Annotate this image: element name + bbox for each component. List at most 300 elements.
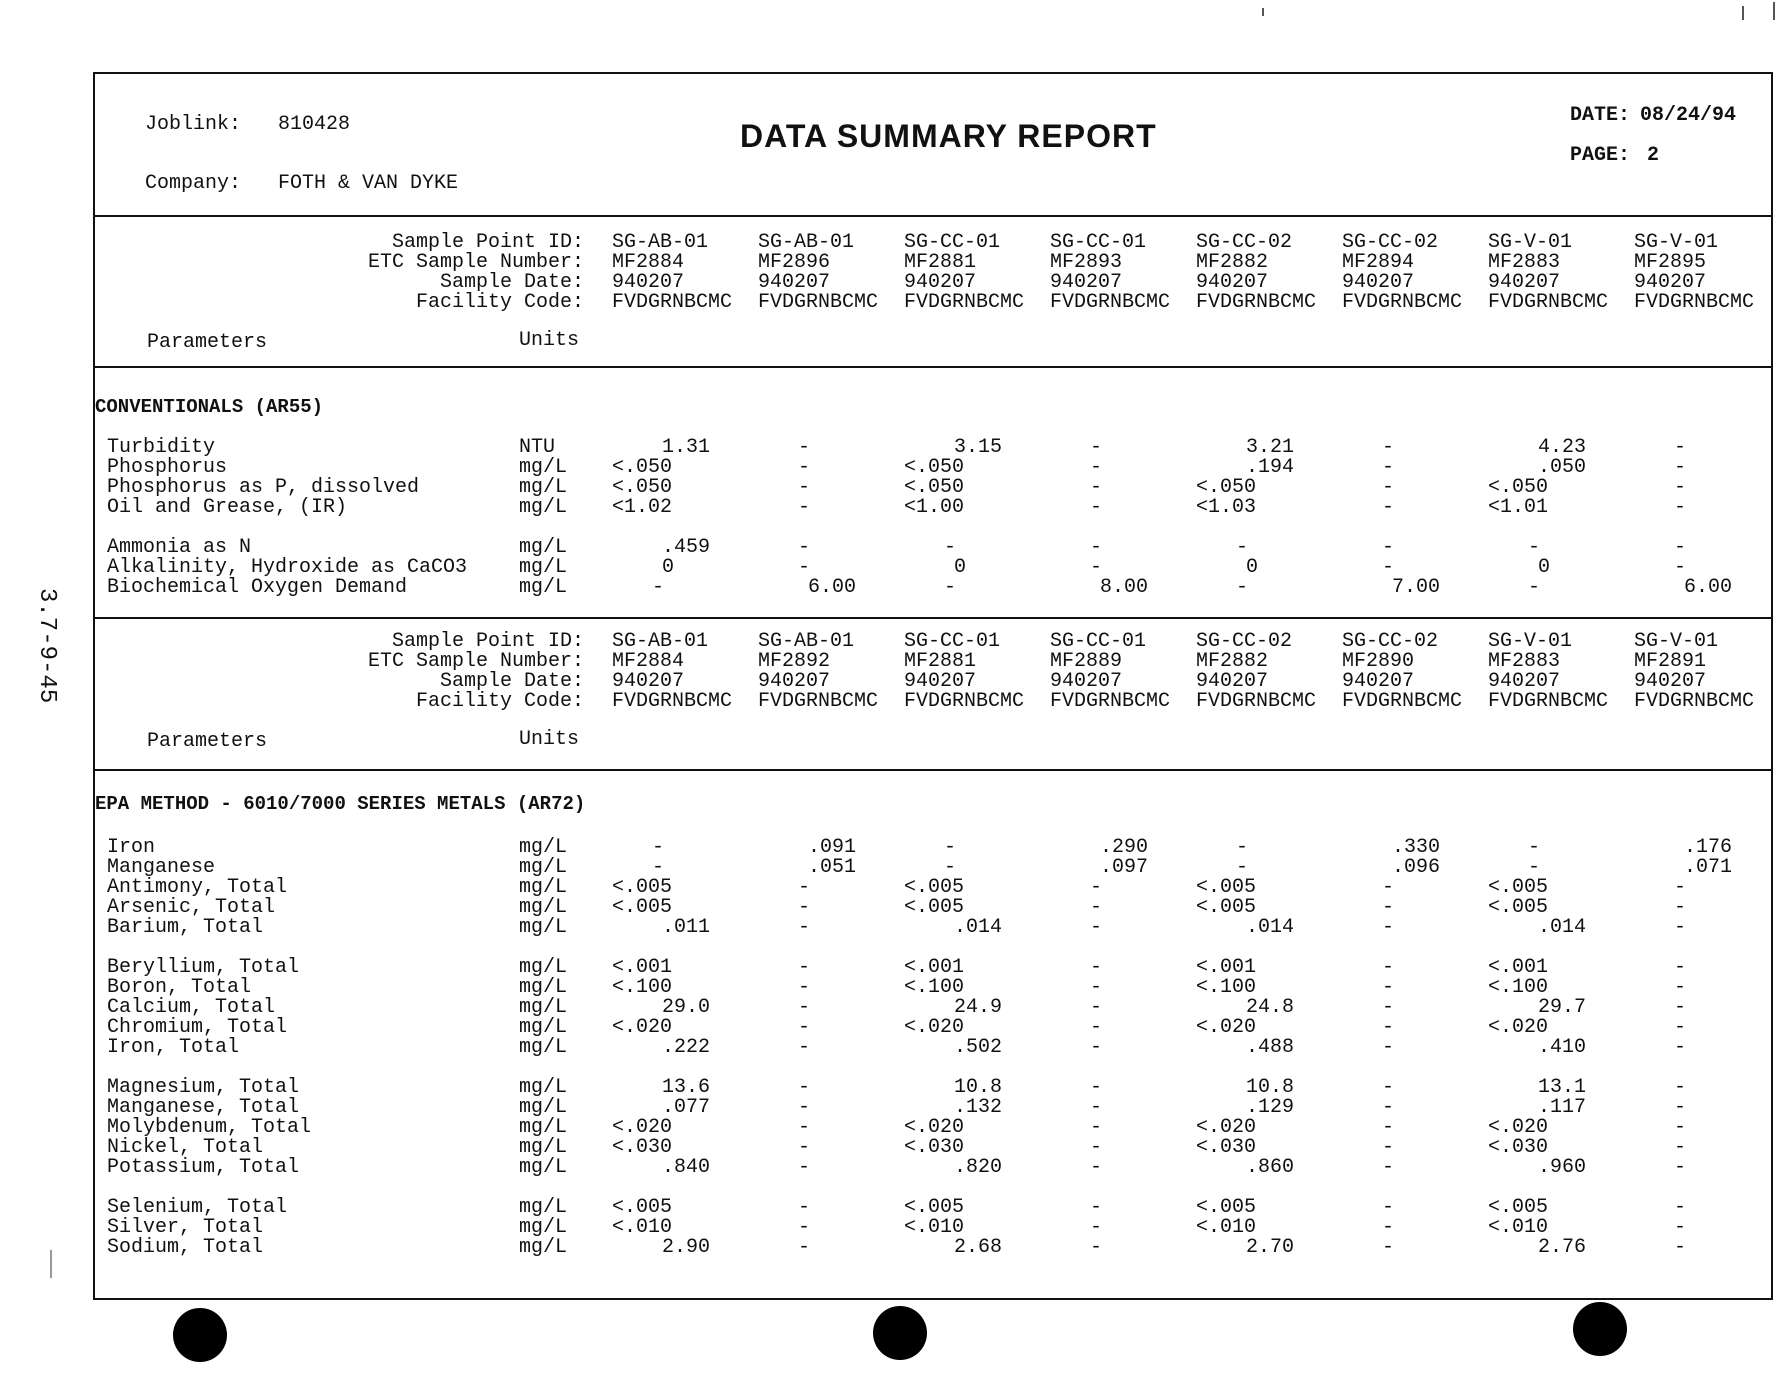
column-header-num: MF2896 [758,251,831,274]
table-cell: - [1674,1116,1687,1139]
column-header-num: MF2889 [1050,650,1123,673]
table-cell: 10.8 [1246,1076,1295,1099]
column-header-spid: SG-V-01 [1634,231,1719,254]
column-header-date: 940207 [758,271,831,294]
parameter-unit: mg/L [519,1196,568,1219]
column-header-spid: SG-V-01 [1488,630,1573,653]
table-row [107,998,1767,1018]
table-row [107,1038,1767,1058]
table-cell: - [1090,556,1103,579]
table-cell: <.050 [1488,476,1549,499]
table-cell: <.001 [1488,956,1549,979]
table-cell: 2.76 [1538,1236,1587,1259]
table-cell: <.005 [1196,876,1257,899]
parameter-unit: mg/L [519,1096,568,1119]
table-cell: - [1090,456,1103,479]
table-cell: .011 [662,916,711,939]
table-cell: - [1674,456,1687,479]
table-cell: <.010 [612,1216,673,1239]
column-header-fc: FVDGRNBCMC [612,291,733,314]
column-header-num: MF2882 [1196,251,1269,274]
table-cell: - [1674,1136,1687,1159]
parameter-name: Iron, Total [107,1036,240,1059]
table-cell: .096 [1392,856,1441,879]
table-cell: <.020 [612,1016,673,1039]
table-cell: <1.03 [1196,496,1257,519]
parameter-unit: mg/L [519,1016,568,1039]
table-cell: 0 [662,556,675,579]
table-cell: - [1090,1096,1103,1119]
table-cell: - [1674,876,1687,899]
column-header-spid: SG-AB-01 [758,630,855,653]
table-cell: .222 [662,1036,711,1059]
table-cell: <.030 [904,1136,965,1159]
column-header-spid: SG-CC-02 [1342,231,1439,254]
table-cell: <.030 [612,1136,673,1159]
table-cell: - [1382,896,1395,919]
table-cell: - [1674,956,1687,979]
parameter-unit: mg/L [519,456,568,479]
table-cell: - [1090,1156,1103,1179]
header-label-etc-sample-number: ETC Sample Number: [367,650,584,673]
table-cell: - [1382,456,1395,479]
table-row [107,1138,1767,1158]
column-header-fc: FVDGRNBCMC [612,690,733,713]
table-cell: .459 [662,536,711,559]
table-cell: <.020 [904,1016,965,1039]
parameter-unit: mg/L [519,1116,568,1139]
parameter-name: Molybdenum, Total [107,1116,312,1139]
parameter-unit: NTU [519,436,556,459]
column-header-num: MF2891 [1634,650,1707,673]
table-cell: - [1382,476,1395,499]
page-label: PAGE: [1570,144,1631,167]
divider [93,366,1773,368]
column-header-spid: SG-CC-01 [1050,630,1147,653]
table-cell: - [798,556,811,579]
table-cell: - [1528,576,1541,599]
company-value: FOTH & VAN DYKE [278,172,459,195]
table-cell: - [1674,1236,1687,1259]
table-cell: 10.8 [954,1076,1003,1099]
parameter-unit: mg/L [519,576,568,599]
table-cell: 0 [1246,556,1259,579]
table-cell: <.005 [904,1196,965,1219]
table-cell: 7.00 [1392,576,1441,599]
divider [93,617,1773,619]
parameter-name: Beryllium, Total [107,956,300,979]
table-cell: 1.31 [662,436,711,459]
table-cell: - [1382,976,1395,999]
table-cell: - [798,1116,811,1139]
table-row [107,978,1767,998]
parameter-name: Phosphorus as P, dissolved [107,476,420,499]
table-cell: <.050 [904,476,965,499]
column-header-fc: FVDGRNBCMC [758,690,879,713]
parameter-unit: mg/L [519,1036,568,1059]
column-header-fc: FVDGRNBCMC [1196,291,1317,314]
table-cell: - [652,576,665,599]
table-cell: - [1382,1096,1395,1119]
parameter-name: Boron, Total [107,976,252,999]
table-cell: .960 [1538,1156,1587,1179]
table-row [107,1018,1767,1038]
table-cell: .129 [1246,1096,1295,1119]
table-cell: .290 [1100,836,1149,859]
scan-speck [1262,8,1264,16]
table-cell: - [1090,996,1103,1019]
table-cell: <1.00 [904,496,965,519]
table-cell: <.005 [1488,1196,1549,1219]
punch-hole [173,1308,227,1362]
table-cell: - [1236,536,1249,559]
column-header-num: MF2894 [1342,251,1415,274]
table-row [107,1158,1767,1178]
table-cell: - [1528,836,1541,859]
table-cell: - [798,1096,811,1119]
table-row [107,878,1767,898]
parameter-name: Manganese [107,856,216,879]
table-cell: .097 [1100,856,1149,879]
parameter-name: Arsenic, Total [107,896,276,919]
units-heading: Units [519,329,580,352]
scan-speck [1742,6,1744,20]
parameter-name: Magnesium, Total [107,1076,300,1099]
table-cell: <.005 [904,876,965,899]
table-cell: <.005 [1196,1196,1257,1219]
table-cell: - [1090,916,1103,939]
table-cell: - [798,1216,811,1239]
table-row [107,558,1767,578]
date-value: 08/24/94 [1640,104,1737,127]
table-cell: .132 [954,1096,1003,1119]
column-header-spid: SG-CC-01 [1050,231,1147,254]
table-row [107,1078,1767,1098]
column-header-fc: FVDGRNBCMC [1634,690,1755,713]
table-cell: <.005 [612,896,673,919]
column-header-date: 940207 [904,670,977,693]
table-cell: 29.0 [662,996,711,1019]
table-cell: - [944,576,957,599]
table-cell: - [798,1136,811,1159]
table-cell: 0 [954,556,967,579]
table-cell: <.010 [1196,1216,1257,1239]
table-cell: - [1382,1116,1395,1139]
table-cell: - [1382,1076,1395,1099]
table-cell: 3.21 [1246,436,1295,459]
table-cell: - [1674,476,1687,499]
table-row [107,838,1767,858]
parameters-heading: Parameters [147,331,268,354]
parameter-name: Biochemical Oxygen Demand [107,576,408,599]
table-cell: - [798,916,811,939]
table-row [107,1198,1767,1218]
table-cell: <.020 [1196,1116,1257,1139]
table-cell: .330 [1392,836,1441,859]
table-cell: - [798,956,811,979]
scan-speck [50,1250,52,1278]
table-cell: <1.01 [1488,496,1549,519]
table-cell: - [1382,1156,1395,1179]
parameter-unit: mg/L [519,856,568,879]
column-header-fc: FVDGRNBCMC [1050,291,1171,314]
table-cell: .194 [1246,456,1295,479]
parameter-name: Oil and Grease, (IR) [107,496,348,519]
table-cell: 24.8 [1246,996,1295,1019]
table-cell: - [798,1156,811,1179]
column-header-spid: SG-AB-01 [758,231,855,254]
table-cell: - [1674,996,1687,1019]
table-cell: 13.6 [662,1076,711,1099]
column-header-num: MF2884 [612,650,685,673]
parameter-name: Phosphorus [107,456,228,479]
table-cell: - [1382,436,1395,459]
table-cell: - [1674,556,1687,579]
table-cell: <.020 [904,1116,965,1139]
header-label-facility-code: Facility Code: [415,291,584,314]
table-cell: <.005 [1196,896,1257,919]
table-cell: - [1674,536,1687,559]
parameter-name: Barium, Total [107,916,264,939]
parameter-name: Antimony, Total [107,876,288,899]
table-cell: - [1382,876,1395,899]
table-cell: - [798,496,811,519]
column-header-date: 940207 [612,271,685,294]
parameter-name: Calcium, Total [107,996,276,1019]
table-cell: - [1090,496,1103,519]
table-cell: - [1382,1036,1395,1059]
table-cell: - [1090,436,1103,459]
table-cell: - [944,836,957,859]
column-header-spid: SG-CC-01 [904,630,1001,653]
table-row [107,498,1767,518]
column-header-spid: SG-AB-01 [612,231,709,254]
table-cell: - [1090,476,1103,499]
parameter-unit: mg/L [519,896,568,919]
table-cell: <.030 [1196,1136,1257,1159]
parameter-unit: mg/L [519,1216,568,1239]
table-cell: - [798,1036,811,1059]
column-header-fc: FVDGRNBCMC [1488,291,1609,314]
table-cell: - [1674,1216,1687,1239]
parameter-unit: mg/L [519,1136,568,1159]
table-cell: - [1090,956,1103,979]
table-row [107,1238,1767,1258]
table-cell: - [1674,436,1687,459]
column-header-fc: FVDGRNBCMC [1342,291,1463,314]
table-cell: <.100 [1196,976,1257,999]
parameter-name: Sodium, Total [107,1236,264,1259]
column-header-fc: FVDGRNBCMC [904,291,1025,314]
table-cell: <.010 [1488,1216,1549,1239]
column-header-date: 940207 [1050,271,1123,294]
header-label-etc-sample-number: ETC Sample Number: [367,251,584,274]
table-cell: - [1090,1136,1103,1159]
column-header-num: MF2895 [1634,251,1707,274]
table-cell: - [1382,1136,1395,1159]
table-row [107,1118,1767,1138]
parameter-unit: mg/L [519,496,568,519]
table-cell: .051 [808,856,857,879]
table-row [107,538,1767,558]
table-cell: <.020 [1196,1016,1257,1039]
table-cell: - [1674,976,1687,999]
table-cell: - [798,1236,811,1259]
column-header-fc: FVDGRNBCMC [1488,690,1609,713]
parameter-name: Manganese, Total [107,1096,300,1119]
table-row [107,958,1767,978]
table-cell: .077 [662,1096,711,1119]
column-header-spid: SG-CC-02 [1196,231,1293,254]
header-label-sample-date: Sample Date: [439,271,584,294]
table-cell: .091 [808,836,857,859]
page-number: 2 [1647,144,1660,167]
table-cell: - [1382,556,1395,579]
side-note: 3.7-9-45 [33,588,60,704]
table-row [107,438,1767,458]
table-cell: - [1382,1016,1395,1039]
parameter-unit: mg/L [519,1236,568,1259]
parameter-unit: mg/L [519,1156,568,1179]
column-header-date: 940207 [1634,670,1707,693]
parameter-name: Nickel, Total [107,1136,264,1159]
column-header-date: 940207 [1196,271,1269,294]
table-cell: - [1090,1076,1103,1099]
divider [93,215,1773,217]
table-cell: <.020 [1488,1016,1549,1039]
parameter-unit: mg/L [519,556,568,579]
table-cell: - [1090,976,1103,999]
parameter-name: Ammonia as N [107,536,252,559]
table-cell: .014 [954,916,1003,939]
table-cell: .840 [662,1156,711,1179]
column-header-spid: SG-V-01 [1488,231,1573,254]
parameter-unit: mg/L [519,536,568,559]
column-header-date: 940207 [1342,271,1415,294]
column-header-fc: FVDGRNBCMC [904,690,1025,713]
parameter-name: Silver, Total [107,1216,264,1239]
column-header-date: 940207 [612,670,685,693]
table-cell: 29.7 [1538,996,1587,1019]
table-cell: <.050 [1196,476,1257,499]
table-cell: - [798,1076,811,1099]
parameter-name: Chromium, Total [107,1016,288,1039]
table-cell: <1.02 [612,496,673,519]
table-cell: - [798,1016,811,1039]
table-cell: - [798,1196,811,1219]
table-cell: - [1382,536,1395,559]
table-cell: 8.00 [1100,576,1149,599]
header-label-sample-date: Sample Date: [439,670,584,693]
table-cell: .176 [1684,836,1733,859]
table-cell: - [1382,1196,1395,1219]
table-cell: - [1090,1116,1103,1139]
column-header-fc: FVDGRNBCMC [1634,291,1755,314]
joblink-value: 810428 [278,113,351,136]
table-cell: 6.00 [808,576,857,599]
table-cell: - [1090,1036,1103,1059]
table-cell: - [944,856,957,879]
column-header-date: 940207 [1342,670,1415,693]
joblink-label: Joblink: [145,113,242,136]
date-label: DATE: [1570,104,1631,127]
table-cell: - [1528,856,1541,879]
table-cell: - [798,436,811,459]
table-cell: - [798,536,811,559]
table-cell: - [1236,576,1249,599]
parameter-unit: mg/L [519,836,568,859]
table-cell: - [1674,896,1687,919]
parameter-unit: mg/L [519,476,568,499]
parameter-unit: mg/L [519,916,568,939]
parameter-unit: mg/L [519,1076,568,1099]
table-cell: .410 [1538,1036,1587,1059]
table-cell: - [1090,1216,1103,1239]
column-header-fc: FVDGRNBCMC [758,291,879,314]
column-header-date: 940207 [1050,670,1123,693]
parameter-name: Potassium, Total [107,1156,300,1179]
table-cell: <.020 [1488,1116,1549,1139]
table-cell: - [1674,1196,1687,1219]
units-heading: Units [519,728,580,751]
table-cell: - [798,976,811,999]
table-row [107,458,1767,478]
header-label-facility-code: Facility Code: [415,690,584,713]
table-cell: - [1674,1036,1687,1059]
company-label: Company: [145,172,242,195]
table-cell: - [1090,896,1103,919]
table-cell: - [1236,836,1249,859]
parameter-name: Alkalinity, Hydroxide as CaCO3 [107,556,468,579]
parameters-heading: Parameters [147,730,268,753]
table-row [107,578,1767,598]
column-header-num: MF2881 [904,251,977,274]
table-cell: .860 [1246,1156,1295,1179]
table-cell: <.001 [612,956,673,979]
parameter-unit: mg/L [519,876,568,899]
table-cell: 0 [1538,556,1551,579]
table-cell: 2.90 [662,1236,711,1259]
parameter-unit: mg/L [519,996,568,1019]
table-cell: 2.70 [1246,1236,1295,1259]
column-header-date: 940207 [1488,271,1561,294]
table-cell: - [1382,996,1395,1019]
parameter-unit: mg/L [519,976,568,999]
parameter-name: Selenium, Total [107,1196,288,1219]
table-cell: 4.23 [1538,436,1587,459]
table-cell: - [1090,1196,1103,1219]
column-header-date: 940207 [904,271,977,294]
table-row [107,1218,1767,1238]
table-cell: <.050 [612,476,673,499]
column-header-spid: SG-CC-02 [1342,630,1439,653]
page-title: DATA SUMMARY REPORT [740,118,1157,154]
table-cell: - [798,456,811,479]
table-cell: - [1382,1216,1395,1239]
table-cell: - [1674,1156,1687,1179]
column-header-num: MF2882 [1196,650,1269,673]
table-cell: .820 [954,1156,1003,1179]
table-cell: - [1674,916,1687,939]
column-header-spid: SG-V-01 [1634,630,1719,653]
table-cell: 2.68 [954,1236,1003,1259]
table-cell: <.050 [904,456,965,479]
table-cell: - [798,896,811,919]
column-header-fc: FVDGRNBCMC [1342,690,1463,713]
table-cell: 6.00 [1684,576,1733,599]
table-cell: 24.9 [954,996,1003,1019]
table-cell: - [798,996,811,1019]
